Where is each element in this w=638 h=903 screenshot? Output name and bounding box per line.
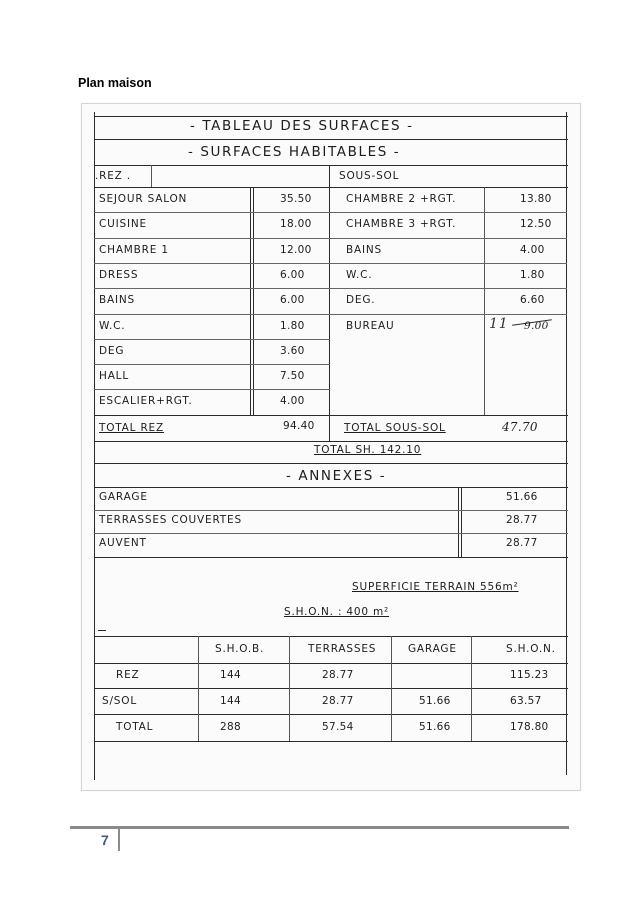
soussol-row-line bbox=[330, 212, 567, 213]
soussol-room-area: 4.00 bbox=[520, 243, 545, 256]
heading-divider bbox=[94, 139, 568, 140]
summary-cell: 178.80 bbox=[510, 721, 549, 733]
rez-room-area: 12.00 bbox=[280, 243, 312, 256]
annexes-divider-double bbox=[461, 487, 462, 557]
summary-header-line bbox=[94, 663, 568, 664]
rez-row-line bbox=[94, 339, 330, 340]
rez-area-divider bbox=[250, 187, 251, 415]
soussol-row-line bbox=[330, 238, 567, 239]
annexe-label: GARAGE bbox=[99, 491, 148, 503]
footer-rule bbox=[70, 826, 569, 829]
rez-row-line bbox=[94, 212, 330, 213]
footer-divider bbox=[118, 829, 120, 851]
total-sh: TOTAL SH. 142.10 bbox=[314, 444, 422, 456]
annexes-bottom-line bbox=[94, 557, 568, 558]
summary-cell: 63.57 bbox=[510, 695, 542, 707]
tick-mark bbox=[98, 630, 106, 631]
rez-room-name: ESCALIER+RGT. bbox=[99, 395, 193, 408]
rez-room-name: W.C. bbox=[99, 319, 126, 332]
total-soussol-value: 47.70 bbox=[502, 420, 538, 434]
rez-row-line bbox=[94, 238, 330, 239]
annexe-value: 51.66 bbox=[506, 491, 538, 503]
soussol-row-line bbox=[330, 314, 567, 315]
rez-label: .REZ . bbox=[95, 170, 131, 182]
soussol-label: SOUS-SOL bbox=[339, 170, 400, 182]
total-rez-label: TOTAL REZ bbox=[99, 422, 164, 434]
soussol-room-area: 6.60 bbox=[520, 294, 545, 307]
soussol-room-area: 12.50 bbox=[520, 218, 552, 231]
summary-header-shob: S.H.O.B. bbox=[215, 643, 265, 655]
soussol-room-name: BAINS bbox=[346, 243, 383, 256]
shon-total: S.H.O.N. : 400 m² bbox=[284, 606, 390, 618]
soussol-row-line bbox=[330, 288, 567, 289]
annexe-label: TERRASSES COUVERTES bbox=[99, 514, 242, 526]
page-title: Plan maison bbox=[78, 76, 152, 90]
rez-label-divider bbox=[151, 165, 152, 187]
summary-cell: 28.77 bbox=[322, 695, 354, 707]
soussol-room-area: 13.80 bbox=[520, 193, 552, 205]
rez-room-name: DEG bbox=[99, 344, 125, 357]
rez-room-area: 35.50 bbox=[280, 193, 312, 205]
center-divider bbox=[329, 165, 330, 441]
summary-top-line bbox=[94, 636, 568, 637]
soussol-area-divider bbox=[484, 187, 485, 415]
rez-row-line bbox=[94, 263, 330, 264]
annexes-heading: - ANNEXES - bbox=[286, 468, 387, 484]
summary-col-divider bbox=[391, 636, 392, 741]
rez-room-area: 6.00 bbox=[280, 294, 305, 307]
soussol-room-name: DEG. bbox=[346, 294, 376, 307]
rez-room-name: BAINS bbox=[99, 294, 136, 307]
rez-room-name: CUISINE bbox=[99, 218, 147, 231]
rez-room-name: CHAMBRE 1 bbox=[99, 243, 169, 256]
annexes-divider bbox=[458, 487, 459, 557]
totals-bottom-line bbox=[94, 441, 568, 442]
soussol-room-area: 9.00 bbox=[524, 319, 549, 332]
habitable-heading: - SURFACES HABITABLES - bbox=[188, 144, 401, 160]
room-table-top-line bbox=[94, 187, 568, 188]
heading-bottom-line bbox=[94, 165, 568, 166]
summary-cell: 51.66 bbox=[419, 721, 451, 733]
summary-col-divider bbox=[198, 636, 199, 741]
page-number: 7 bbox=[101, 832, 109, 848]
summary-row-line bbox=[94, 688, 568, 689]
rez-room-area: 18.00 bbox=[280, 218, 312, 231]
soussol-room-name: BUREAU bbox=[346, 319, 395, 332]
summary-col-divider bbox=[471, 636, 472, 741]
rez-room-area: 3.60 bbox=[280, 344, 305, 357]
superficie-terrain: SUPERFICIE TERRAIN 556m² bbox=[352, 581, 519, 593]
annexes-top-line bbox=[94, 487, 568, 488]
rez-row-line bbox=[94, 314, 330, 315]
rez-room-area: 7.50 bbox=[280, 370, 305, 383]
soussol-room-area: 1.80 bbox=[520, 268, 545, 281]
annexe-row-line bbox=[94, 510, 568, 511]
rez-room-name: HALL bbox=[99, 370, 129, 383]
summary-header-garage: GARAGE bbox=[408, 643, 457, 655]
summary-cell: 288 bbox=[220, 721, 241, 733]
room-table-bottom-line bbox=[94, 415, 568, 416]
annexe-value: 28.77 bbox=[506, 537, 538, 549]
summary-row-label: REZ bbox=[116, 669, 140, 681]
annexe-row-line bbox=[94, 533, 568, 534]
summary-col-divider bbox=[289, 636, 290, 741]
summary-cell: 57.54 bbox=[322, 721, 354, 733]
summary-cell: 144 bbox=[220, 669, 241, 681]
summary-cell: 144 bbox=[220, 695, 241, 707]
summary-cell: 28.77 bbox=[322, 669, 354, 681]
summary-row-line bbox=[94, 714, 568, 715]
rez-room-name: SEJOUR SALON bbox=[99, 193, 188, 205]
soussol-room-name: W.C. bbox=[346, 268, 373, 281]
handwritten-correction: 11 bbox=[489, 316, 509, 332]
soussol-room-name: CHAMBRE 3 +RGT. bbox=[346, 218, 457, 231]
annexe-value: 28.77 bbox=[506, 514, 538, 526]
summary-header-terrasses: TERRASSES bbox=[308, 643, 377, 655]
total-rez-value: 94.40 bbox=[283, 420, 315, 432]
rez-row-line bbox=[94, 364, 330, 365]
summary-bottom-line bbox=[94, 741, 568, 742]
annexe-label: AUVENT bbox=[99, 537, 147, 549]
summary-cell: 51.66 bbox=[419, 695, 451, 707]
scanned-surface-table bbox=[81, 103, 581, 791]
summary-row-label: S/SOL bbox=[102, 695, 137, 707]
total-soussol-label: TOTAL SOUS-SOL bbox=[344, 422, 446, 434]
summary-row-label: TOTAL bbox=[116, 721, 154, 733]
summary-cell: 115.23 bbox=[510, 669, 549, 681]
soussol-room-name: CHAMBRE 2 +RGT. bbox=[346, 193, 457, 205]
rez-room-name: DRESS bbox=[99, 268, 139, 281]
rez-room-area: 1.80 bbox=[280, 319, 305, 332]
table-heading: - TABLEAU DES SURFACES - bbox=[190, 118, 414, 134]
total-sh-bottom-line bbox=[94, 463, 568, 464]
rez-area-divider-double bbox=[253, 187, 254, 415]
rez-room-area: 6.00 bbox=[280, 268, 305, 281]
rez-row-line bbox=[94, 389, 330, 390]
soussol-row-line bbox=[330, 263, 567, 264]
rez-room-area: 4.00 bbox=[280, 395, 305, 408]
rez-row-line bbox=[94, 288, 330, 289]
summary-header-shon: S.H.O.N. bbox=[506, 643, 556, 655]
